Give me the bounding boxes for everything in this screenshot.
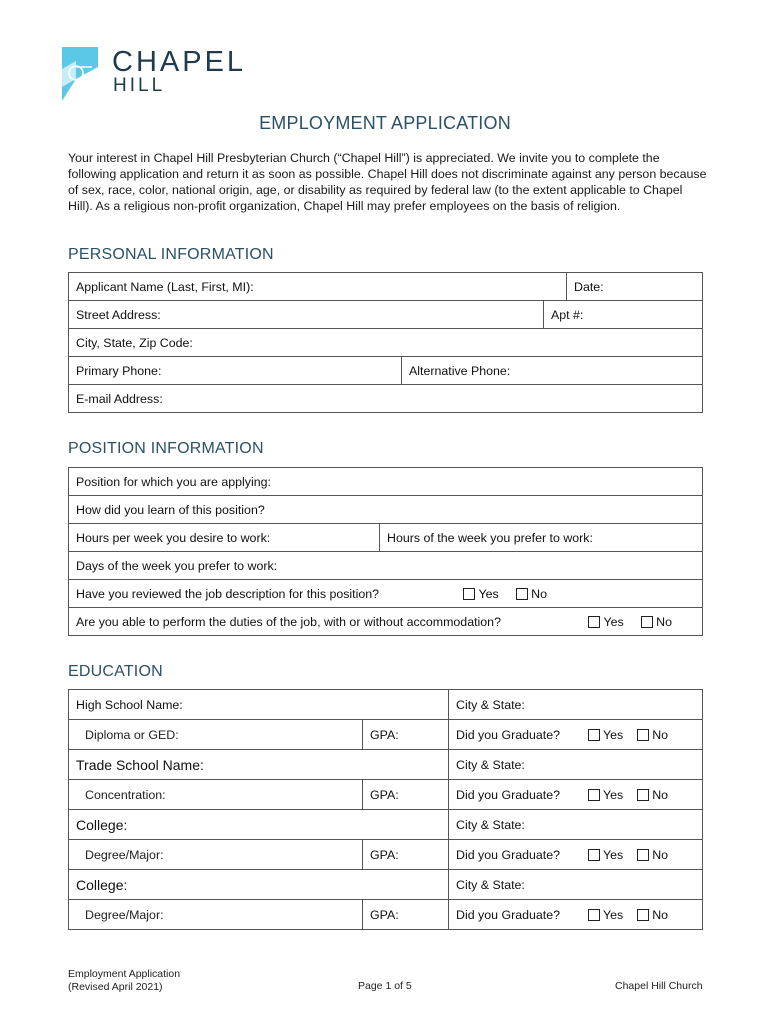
graduate-no-checkbox[interactable] (637, 849, 649, 861)
graduate-no-checkbox[interactable] (637, 909, 649, 921)
no-label: No (652, 727, 669, 742)
reviewed-question: Have you reviewed the job description for this position? (76, 586, 380, 601)
graduate-no-checkbox[interactable] (637, 789, 649, 801)
position-applying-field[interactable]: Position for which you are applying: (69, 468, 703, 496)
concentration-field[interactable]: Concentration: (69, 780, 363, 810)
school-name-field[interactable]: High School Name: (69, 690, 449, 720)
footer-left (68, 968, 180, 994)
personal-info-table (68, 272, 703, 301)
education-heading: EDUCATION (68, 663, 163, 680)
no-label: No (652, 847, 669, 862)
graduate-row (449, 780, 703, 810)
yes-label: Yes (603, 787, 624, 802)
reviewed-no-checkbox[interactable] (516, 588, 528, 600)
graduate-yes-checkbox[interactable] (588, 909, 600, 921)
diploma-field[interactable]: Diploma or GED: (69, 720, 363, 750)
school-name-field[interactable]: College: (69, 810, 449, 840)
graduate-yes-checkbox[interactable] (588, 729, 600, 741)
phone-table (68, 356, 703, 413)
reviewed-job-description-row (69, 580, 703, 608)
footer-revision: (Revised April 2021) (68, 981, 163, 993)
no-label: No (652, 907, 669, 922)
gpa-field[interactable]: GPA: (363, 780, 449, 810)
graduate-question: Did you Graduate? (456, 787, 561, 802)
school-name-field[interactable]: College: (69, 870, 449, 900)
footer-org: Chapel Hill Church (615, 980, 703, 992)
position-info-table (68, 467, 703, 636)
graduate-row (449, 900, 703, 930)
city-state-field[interactable]: City & State: (449, 750, 703, 780)
page-number: Page 1 of 5 (358, 980, 412, 992)
degree-major-field[interactable]: Degree/Major: (69, 900, 363, 930)
able-yes-checkbox[interactable] (588, 616, 600, 628)
able-to-perform-row (69, 608, 703, 636)
logo-mark-icon (62, 47, 98, 101)
date-field[interactable]: Date: (567, 273, 703, 301)
graduate-question: Did you Graduate? (456, 847, 561, 862)
yes-label: Yes (603, 847, 624, 862)
reviewed-yes-checkbox[interactable] (463, 588, 475, 600)
yes-label: Yes (603, 907, 624, 922)
city-state-field[interactable]: City & State: (449, 690, 703, 720)
hours-per-week-field[interactable]: Hours per week you desire to work: (69, 524, 380, 552)
yes-label: Yes (603, 727, 624, 742)
city-state-field[interactable]: City & State: (449, 870, 703, 900)
gpa-field[interactable]: GPA: (363, 840, 449, 870)
page-title: EMPLOYMENT APPLICATION (259, 113, 511, 133)
graduate-no-checkbox[interactable] (637, 729, 649, 741)
graduate-question: Did you Graduate? (456, 907, 561, 922)
logo-text-chapel: CHAPEL (112, 46, 247, 78)
yes-label: Yes (603, 614, 624, 629)
intro-paragraph: Your interest in Chapel Hill Presbyterian Church (“Chapel Hill”) is appreciated. We invite you to complete the following application and return it as soon as possible. Chapel Hill does not discriminate against any person because of sex, race, color, national origin, age, or disability as required by federal law (to the extent applicable to Chapel Hill). As a religious non-profit organization, Chapel Hill may prefer employees on the basis of religion. (68, 151, 707, 213)
no-label: No (652, 787, 669, 802)
how-learn-field[interactable]: How did you learn of this position? (69, 496, 703, 524)
school-name-field[interactable]: Trade School Name: (69, 750, 449, 780)
no-label: No (531, 586, 547, 601)
gpa-field[interactable]: GPA: (363, 900, 449, 930)
able-question: Are you able to perform the duties of the job, with or without accommodation? (76, 614, 501, 629)
days-prefer-field[interactable]: Days of the week you prefer to work: (69, 552, 703, 580)
address-table (68, 300, 703, 357)
personal-info-heading: PERSONAL INFORMATION (68, 246, 274, 263)
footer-form-name: Employment Application (68, 968, 181, 980)
position-info-heading: POSITION INFORMATION (68, 440, 264, 457)
street-address-field[interactable]: Street Address: (69, 301, 544, 329)
graduate-yes-checkbox[interactable] (588, 849, 600, 861)
graduate-row (449, 720, 703, 750)
alternative-phone-field[interactable]: Alternative Phone: (402, 357, 703, 385)
yes-label: Yes (478, 586, 499, 601)
logo-text-hill: HILL (113, 75, 166, 96)
degree-major-field[interactable]: Degree/Major: (69, 840, 363, 870)
no-label: No (656, 614, 672, 629)
chapel-hill-logo (62, 47, 262, 103)
able-no-checkbox[interactable] (641, 616, 653, 628)
gpa-field[interactable]: GPA: (363, 720, 449, 750)
city-state-zip-field[interactable]: City, State, Zip Code: (69, 329, 703, 357)
hours-prefer-field[interactable]: Hours of the week you prefer to work: (380, 524, 703, 552)
city-state-field[interactable]: City & State: (449, 810, 703, 840)
graduate-question: Did you Graduate? (456, 727, 561, 742)
applicant-name-field[interactable]: Applicant Name (Last, First, MI): (69, 273, 567, 301)
apt-field[interactable]: Apt #: (544, 301, 703, 329)
education-table (68, 689, 703, 930)
graduate-row (449, 840, 703, 870)
graduate-yes-checkbox[interactable] (588, 789, 600, 801)
primary-phone-field[interactable]: Primary Phone: (69, 357, 402, 385)
email-field[interactable]: E-mail Address: (69, 385, 703, 413)
